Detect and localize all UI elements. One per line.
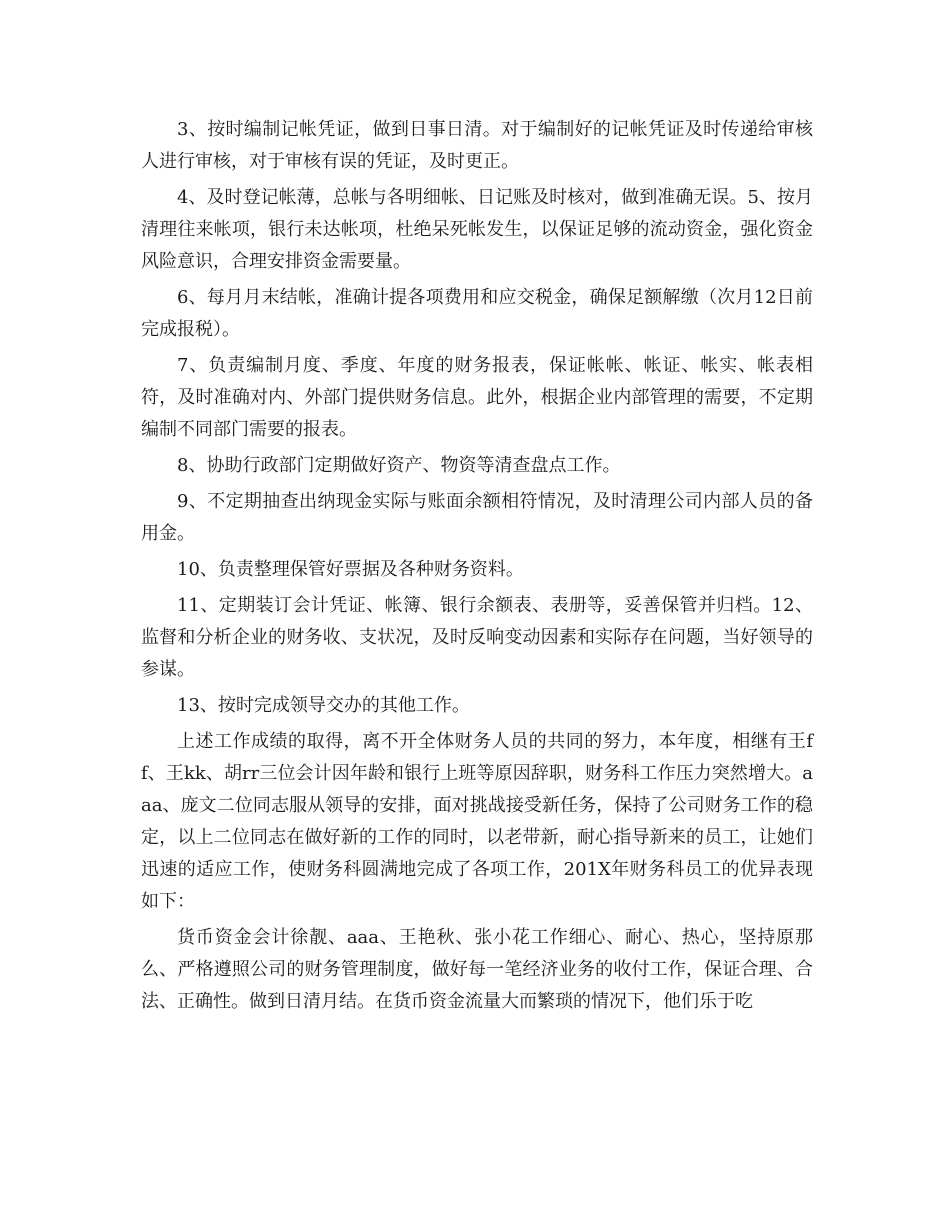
paragraph-item-8: 8、协助行政部门定期做好资产、物资等清查盘点工作。	[177, 455, 621, 476]
paragraph-items-11-12: 11、定期装订会计凭证、帐簿、银行余额表、表册等，妥善保管并归档。12、监督和分析企业的财务收、支状况，及时反响变动因素和实际存在问题，当好领导的参谋。	[141, 595, 813, 680]
paragraph-item-13: 13、按时完成领导交办的其他工作。	[177, 695, 470, 716]
paragraph-item-10: 10、负责整理保管好票据及各种财务资料。	[177, 559, 524, 580]
paragraph-items-4-5: 4、及时登记帐薄，总帐与各明细帐、日记账及时核对，做到准确无误。5、按月清理往来帐项，银行未达帐项，杜绝呆死帐发生，以保证足够的流动资金，强化资金风险意识，合理安排资金需要量。	[141, 187, 813, 272]
paragraph-item-3: 3、按时编制记帐凭证，做到日事日清。对于编制好的记帐凭证及时传递给审核人进行审核，对于审核有误的凭证，及时更正。	[141, 119, 813, 172]
paragraph-item-9: 9、不定期抽查出纳现金实际与账面余额相符情况，及时清理公司内部人员的备用金。	[141, 491, 813, 544]
document-body	[141, 114, 813, 1022]
paragraph-cash-accountants: 货币资金会计徐靓、aaa、王艳秋、张小花工作细心、耐心、热心，坚持原那么、严格遵照公司的财务管理制度，做好每一笔经济业务的收付工作，保证合理、合法、正确性。做到日清月结。在货币资金流量大而繁琐的情况下，他们乐于吃	[141, 927, 813, 1012]
paragraph-summary: 上述工作成绩的取得，离不开全体财务人员的共同的努力，本年度，相继有王ff、王kk、胡rr三位会计因年龄和银行上班等原因辞职，财务科工作压力突然增大。aaa、庞文二位同志服从领导的安排，面对挑战接受新任务，保持了公司财务工作的稳定，以上二位同志在做好新的工作的同时，以老带新，耐心指导新来的员工，让她们迅速的适应工作，使财务科圆满地完成了各项工作，201X年财务科员工的优异表现如下：	[141, 731, 813, 912]
paragraph-item-7: 7、负责编制月度、季度、年度的财务报表，保证帐帐、帐证、帐实、帐表相符，及时准确对内、外部门提供财务信息。此外，根据企业内部管理的需要，不定期编制不同部门需要的报表。	[141, 355, 813, 440]
paragraph-item-6: 6、每月月末结帐，准确计提各项费用和应交税金，确保足额解缴（次月12日前完成报税）。	[141, 287, 813, 340]
